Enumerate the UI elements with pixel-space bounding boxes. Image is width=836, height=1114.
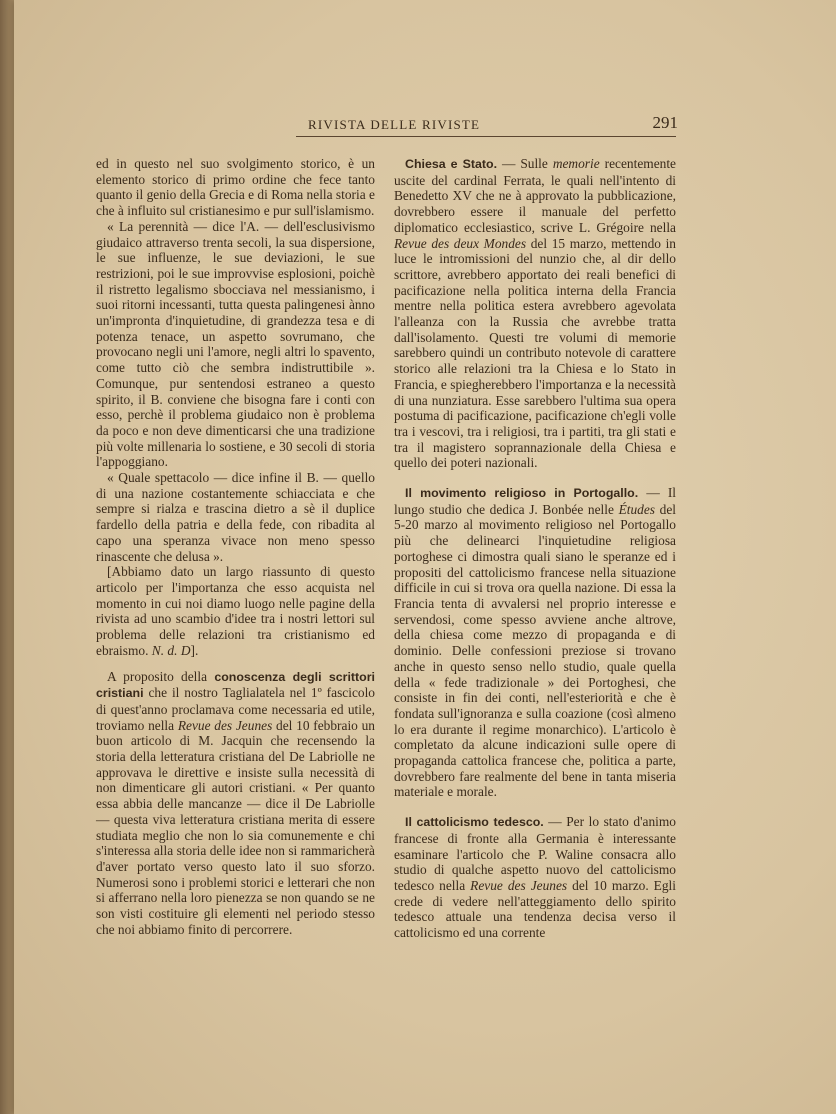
page-number: 291 <box>652 113 678 132</box>
section-heading: Il movimento religioso in Portogallo. <box>405 486 639 501</box>
section-heading: Il cattolicismo tedesco. <box>405 815 544 830</box>
running-header-title: RIVISTA DELLE RIVISTE <box>308 117 481 132</box>
editor-note <box>96 564 375 658</box>
editor-note-end: ]. <box>190 642 199 658</box>
text-run: — Il lungo studio che dedica J. Bonbée nelle <box>394 485 676 517</box>
text-run: del 15 marzo, mettendo in luce le intromissioni del nunzio che, al dir dello scrittore, avrebbero apportato dei reali benefici di pacificazione nella politica interna della Francia mentre nella politica estera avrebbero agevolata l'alleanza con la Russia che avrebbe tratta dall'isolamento. Questi tre volumi di memorie sarebbero quindi un contributo notevole di carattere storico alle relazioni tra la Chiesa e lo Stato in Francia, e spiegherebbero l'importanza e la necessità di una nunziatura. Esse sarebbero l'ultima sua opera postuma di pacificazione, pacificazione ch'egli volle tra i vescovi, tra i religiosi, tra i partiti, tra gli stati e tra il magistero soprannazionale della Chiesa e quello dei poteri nazionali. <box>394 235 676 471</box>
paragraph: ed in questo nel suo svolgimento storico, è un elemento storico di primo ordine che fece tanto quanto il genio della Grecia e di Roma nella storia e che à influito sul cristianesimo e pur sull'islamismo. <box>96 156 375 219</box>
journal-title: Études <box>618 501 656 517</box>
header-rule <box>296 136 676 137</box>
text-run: che il nostro Taglialatela nel 1º fascicolo di quest'anno proclamava come necessaria ed utile, troviamo nella <box>96 685 375 733</box>
right-column <box>394 156 676 941</box>
editor-note-text: [Abbiamo dato un largo riassunto di questo articolo per l'importanza che esso acquista nel momento in cui noi diamo luogo nelle pagine della rivista ad uno scambio d'idee tra i nostri lettori sul problema delle relazioni tra cristianismo ed ebraismo. <box>96 564 375 658</box>
text-run: del 5-20 marzo al movimento religioso nel Portogallo più che delinearci l'inquietudine religiosa portoghese ci dimostra quali siano le speranze ed i propositi del cattolicismo francese nella situazione difficile in cui si trova ora quella nazione. Di essa la Francia tenta di avvalersi nel proprio interesse e servendosi, come spesso avviene anche altrove, della chiesa come mezzo di propaganda e di dominio. Delle confessioni preziose si trovano anche in questo senso nello studio, quale quella della « fede tradizionale » dei Portoghesi, che consiste in fin dei conti, nell'esteriorità e che è fondata sull'ignoranza e sulla coazione (così almeno lo era durante il regime monarchico). L'articolo è completato da alcune indicazioni sulle opere di propaganda cattolica francese che, politica a parte, dovrebbero fare realmente del bene in tanta miseria materiale e morale. <box>394 501 676 800</box>
text-run: — Sulle <box>501 156 548 171</box>
section-portogallo <box>394 485 676 800</box>
text-run: recentemente uscite del cardinal Ferrata, le quali nell'intento di Benedetto XV che ne à approvato la pubblicazione, dovrebbero essere il manuale del perfetto diplomatico ecclesiastico, scrive L. Grégoire nella <box>394 156 676 235</box>
section-heading: conoscenza degli scrittori cristiani <box>96 669 375 701</box>
journal-title: Revue des Jeunes <box>177 717 273 733</box>
text-run: del 10 febbraio un buon articolo di M. Jacquin che recensendo la storia della letteratura cristiana del De Labriolle ne approvava le direttive e insiste sulla necessità di non dimenticare gli autori cristiani. « Per quanto essa abbia delle mancanze — dice il De Labriolle — questa viva letteratura cristiana merita di essere studiata meglio che non lo sia comunemente e chi s'interessa alla storia delle idee non si rammaricherà d'aver portato verso questo lato il suo sforzo. Numerosi sono i problemi storici e letterari che non si afferrano nella loro pienezza se non quando se ne son visti costituire gli elementi nel periodo stesso che noi abbiamo finito di percorrere. <box>96 717 375 937</box>
section-chiesa-stato <box>394 156 676 471</box>
paragraph-section <box>96 669 375 938</box>
section-heading: Chiesa e Stato. <box>405 157 498 171</box>
paragraph-quote: « La perennità — dice l'A. — dell'esclusivismo giudaico attraverso trenta secoli, la sua dispersione, le sue influenze, le sue deviazioni, le sue restrizioni, poi le sue improvvise esplosioni, poichè il ristretto legalismo sbocciava nel messianismo, i suoi ritorni incessanti, tutta questa palingenesi ànno un'impronta d'inquietudine, di grandezza tesa e di potenza tenace, un aspetto sovrumano, che provocano negli uni l'amore, negli altri lo spavento, come tutto ciò che sembra indistruttibile ». Comunque, pur sentendosi estraneo a questo spirito, il B. conviene che bisogna fare i conti con esso, perchè il problema giudaico non è problema da poco e non deve dimenticarsi che una tradizione più volte millenaria lo sostiene, e 30 secoli di storia l'appoggiano. <box>96 218 375 470</box>
paragraph-quote: « Quale spettacolo — dice infine il B. — quello di una nazione costantemente schiacciata e che sempre si rialza e trascina dietro a sè il duplice fardello della patria e della fede, con ribadita al capo una speranza vivace non meno spesso rinascente che delusa ». <box>96 470 375 564</box>
text-run: del 10 marzo. Egli crede di vedere nell'atteggiamento dello spirito tedesco attuale una tendenza decisa verso il cattolicismo ed una corrente <box>394 877 676 941</box>
journal-title: Revue des Jeunes <box>470 877 568 893</box>
left-column <box>96 156 375 937</box>
journal-title: Revue des deux Mondes <box>394 235 527 251</box>
text-run: A proposito della <box>107 668 208 684</box>
section-cattolicismo-tedesco <box>394 814 676 941</box>
text-run: — Per lo stato d'animo francese di fronte alla Germania è interessante esaminare l'articolo che P. Waline consacra allo studio di qualche aspetto nuovo del cattolicismo tedesco nella <box>394 814 676 893</box>
editor-signature: N. d. D <box>151 642 191 658</box>
running-header <box>294 113 678 137</box>
book-spine-edge <box>0 0 14 1114</box>
italic-term: memorie <box>552 156 600 171</box>
